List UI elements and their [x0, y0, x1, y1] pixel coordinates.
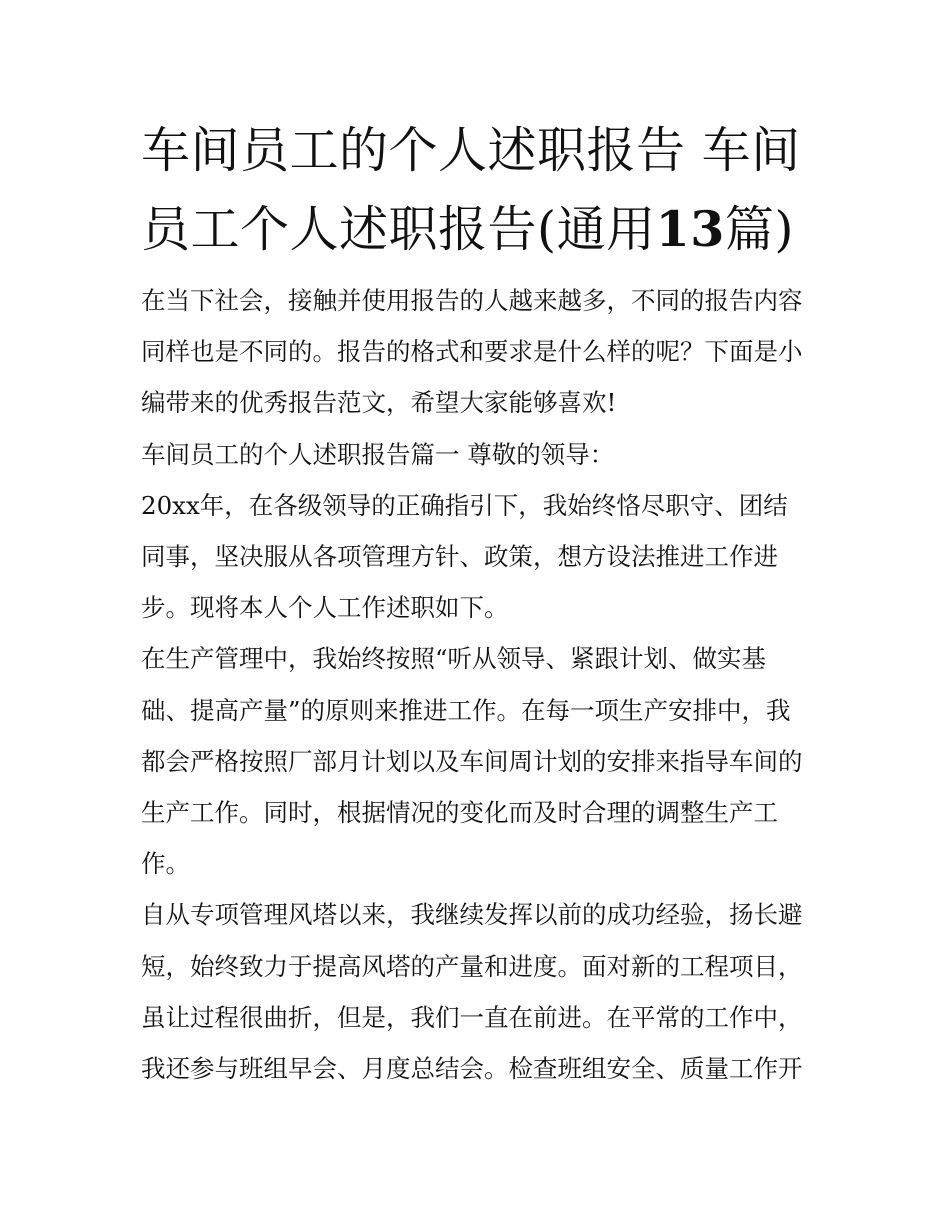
title-line: 员工个人述职报告(通用13篇)	[141, 200, 794, 258]
text-line: 在当下社会，接触并使用报告的人越来越多，不同的报告内容	[141, 286, 803, 315]
text-line: 车间员工的个人述职报告篇一 尊敬的领导：	[141, 439, 615, 469]
text-line: 同样也是不同的。报告的格式和要求是什么样的呢？下面是小	[141, 337, 803, 367]
text-line: 同事，坚决服从各项管理方针、政策，想方设法推进工作进	[141, 542, 778, 572]
wind-tower-paragraph	[141, 889, 821, 1094]
title-line: 车间员工的个人述职报告 车间	[141, 122, 801, 179]
text-line: 我还参与班组早会、月度总结会。检查班组安全、质量工作开	[141, 1054, 803, 1084]
text-line: 在生产管理中，我始终按照“听从领导、紧跟计划、做实基	[141, 644, 767, 674]
text-line: 都会严格按照厂部月计划以及车间周计划的安排来指导车间的	[141, 746, 803, 776]
text-line: 作。	[141, 849, 190, 879]
production-management-paragraph	[141, 633, 821, 889]
text-line: 自从专项管理风塔以来，我继续发挥以前的成功经验，扬长避	[141, 900, 803, 930]
text-line: 20xx年，在各级领导的正确指引下，我始终恪尽职守、团结	[141, 490, 788, 520]
text-line: 编带来的优秀报告范文，希望大家能够喜欢!	[141, 388, 617, 418]
text-line: 础、提高产量”的原则来推进工作。在每一项生产安排中，我	[141, 695, 791, 725]
text-line: 步。现将本人个人工作述职如下。	[141, 593, 509, 623]
section-heading-paragraph	[141, 429, 821, 480]
document-body	[141, 275, 821, 1094]
summary-paragraph	[141, 480, 821, 634]
text-line: 生产工作。同时，根据情况的变化而及时合理的调整生产工	[141, 798, 778, 828]
document-title	[141, 112, 821, 269]
intro-paragraph	[141, 275, 821, 429]
text-line: 虽让过程很曲折，但是，我们一直在前进。在平常的工作中，	[141, 1002, 803, 1032]
text-line: 短，始终致力于提高风塔的产量和进度。面对新的工程项目，	[141, 951, 803, 981]
